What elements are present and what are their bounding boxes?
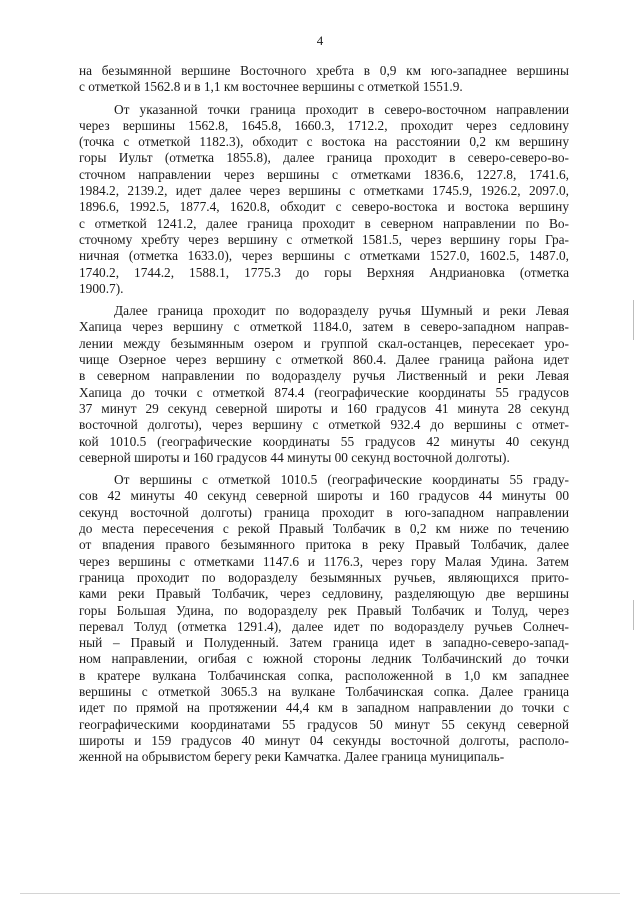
text-line: 1900.7). — [79, 280, 124, 296]
scan-bottom-rule — [20, 893, 620, 894]
text-line: 1984.2, 2139.2, идет далее через вершины с отметками 1745.9, 1926.2, 2097.0, — [79, 183, 569, 199]
text-line: на безымянной вершине Восточного хребта в 0,9 км юго-западнее вершины — [79, 63, 569, 78]
text-line: восточной долготы), через вершину с отметкой 932.4 до вершины с отмет- — [79, 417, 569, 433]
paragraph — [79, 102, 569, 298]
text-line: северной широты и 160 градусов 44 минуты 00 секунд восточной долготы). — [79, 449, 510, 465]
paragraph — [79, 472, 569, 765]
page-number: 4 — [316, 33, 324, 48]
text-line: (точка с отметкой 1182.3), обходит с востока на расстоянии 0,2 км вершину — [79, 134, 569, 150]
text-line: Хапица до точки с отметкой 874.4 (географические координаты 55 градусов — [79, 384, 569, 400]
text-line: до места пересечения с рекой Правый Толбачик в 0,2 км ниже по течению — [79, 521, 569, 537]
text-line: в северном направлении по водоразделу ручья Лиственный и реки Левая — [79, 368, 569, 384]
text-line: чище Озерное через вершину с отметкой 860.4. Далее граница района идет — [79, 352, 569, 368]
text-line: лении между безымянным озером и группой скал-останцев, пересекает уро- — [79, 335, 569, 351]
text-line: ный – Правый и Полуденный. Затем граница идет в западно-северо-запад- — [79, 635, 569, 651]
text-line: горы Большая Удина, по водоразделу рек Правый Толбачик и Толуд, через — [79, 602, 569, 618]
text-line: кой 1010.5 (географические координаты 55 градусов 42 минуты 40 секунд — [79, 433, 569, 449]
text-line: горы Иульт (отметка 1855.8), далее граница проходит в северо-северо-во- — [79, 150, 569, 166]
paragraph — [79, 63, 569, 96]
text-line: граница проходит по водоразделу безымянных ручьев, являющихся прито- — [79, 569, 569, 585]
text-line: Хапица через вершину с отметкой 1184.0, затем в северо-западном направ- — [79, 319, 569, 335]
text-line: вершины с отметкой 3065.3 на вулкане Толбачинская сопка. Далее граница — [79, 683, 569, 699]
text-line: Далее граница проходит по водоразделу ручья Шумный и реки Левая — [114, 303, 569, 319]
text-line: через вершины с отметками 1147.6 и 1176.3, через гору Малая Удина. Затем — [79, 553, 569, 569]
text-line: перевал Толуд (отметка 1291.4), далее идет по водоразделу ручьев Солнеч- — [79, 618, 569, 634]
text-line: с отметкой 1241.2, далее граница проходит в северном направлении по Во- — [79, 215, 569, 231]
text-line: сов 42 минуты 40 секунд северной широты и 160 градусов 44 минуты 00 — [79, 488, 569, 504]
text-line: в кратере вулкана Толбачинская сопка, расположенной в 1,0 км западнее — [79, 667, 569, 683]
text-line: секунд восточной долготы) граница проходит в юго-западном направлении — [79, 504, 569, 520]
text-line: 1740.2, 1744.2, 1588.1, 1775.3 до горы Верхняя Андриановка (отметка — [79, 264, 569, 280]
scan-edge-mark — [633, 300, 634, 340]
text-line: географическими координатами 55 градусов 50 минут 55 секунд северной — [79, 716, 569, 732]
text-line: ном направлении, огибая с южной стороны ледник Толбачинский до точки — [79, 651, 569, 667]
text-line: от впадения правого безымянного притока в реку Правый Толбачик, далее — [79, 537, 569, 553]
text-line: женной на обрывистом берегу реки Камчатка. Далее граница муниципаль- — [79, 749, 505, 765]
scan-edge-mark — [633, 600, 634, 630]
text-line: широты и 159 градусов 40 минут 04 секунды восточной долготы, располо- — [79, 732, 569, 748]
text-line: 1896.6, 1992.5, 1877.4, 1620.8, обходит с северо-востока и востока вершину — [79, 199, 569, 215]
text-line: через вершины 1562.8, 1645.8, 1660.3, 1712.2, проходит через седловину — [79, 117, 569, 133]
text-line: ками реки Правый Толбачик, через седловину, разделяющую две вершины — [79, 586, 569, 602]
text-line: 37 минут 29 секунд северной широты и 160 градусов 41 минута 28 секунд — [79, 400, 569, 416]
text-line: От указанной точки граница проходит в северо-восточном направлении — [114, 101, 569, 117]
text-line: От вершины с отметкой 1010.5 (географические координаты 55 граду- — [114, 472, 569, 488]
text-line: идет по прямой на протяжении 44,4 км в западном направлении до точки с — [79, 700, 569, 716]
text-line: сточном направлении через вершины с отметками 1836.6, 1227.8, 1741.6, — [79, 166, 569, 182]
text-line: ничная (отметка 1633.0), через вершины с отметками 1527.0, 1602.5, 1487.0, — [79, 248, 569, 264]
text-line: с отметкой 1562.8 и в 1,1 км восточнее вершины с отметкой 1551.9. — [79, 79, 463, 95]
text-line: сточному хребту через вершину с отметкой 1581.5, через вершину горы Гра- — [79, 231, 569, 247]
document-body — [79, 63, 569, 771]
paragraph — [79, 303, 569, 466]
